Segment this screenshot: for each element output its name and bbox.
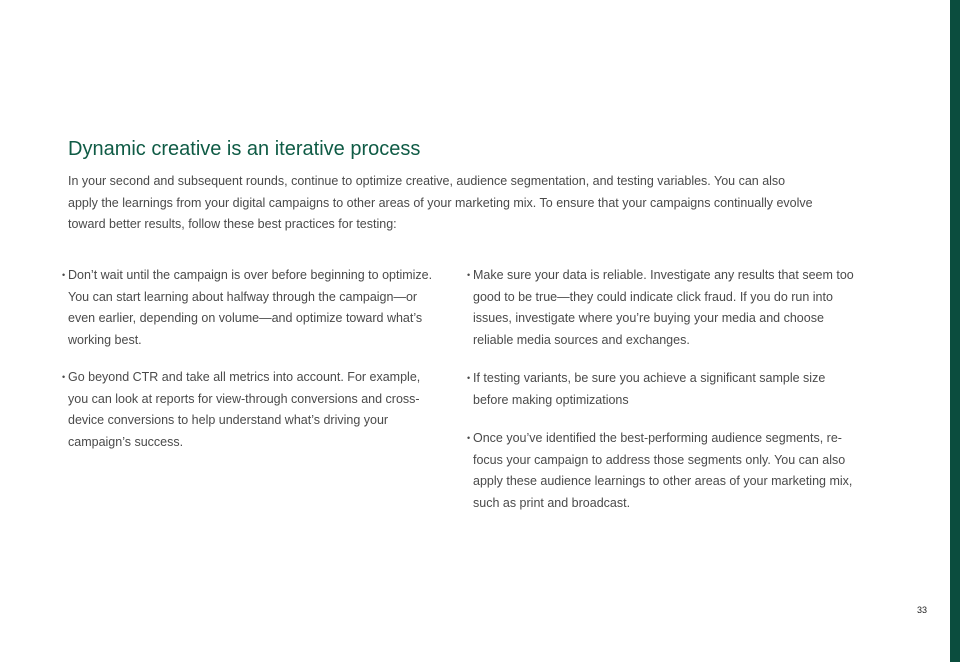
list-item	[467, 428, 861, 514]
list-item	[467, 265, 861, 351]
bullet-icon: •	[62, 270, 66, 280]
intro-paragraph: In your second and subsequent rounds, continue to optimize creative, audience segmentation, and testing variables. You can also apply the learnings from your digital campaigns to other areas of your marketing mix. To ensure that your campaigns continually evolve toward better results, follow these best practices for testing:	[68, 174, 813, 231]
bullet-icon: •	[467, 373, 471, 383]
right-bullet-list	[467, 265, 861, 531]
list-item	[62, 367, 434, 453]
bullet-icon: •	[467, 270, 471, 280]
side-accent-bar	[950, 0, 960, 662]
page-number: 33	[916, 605, 927, 615]
bullet-text: Once you’ve identified the best-performing audience segments, re-focus your campaign to address those segments only. You can also apply these audience learnings to other areas of your marketing mix, such as print and broadcast.	[473, 431, 853, 510]
bullet-text: Go beyond CTR and take all metrics into account. For example, you can look at reports for view-through conversions and cross-device conversions to help understand what’s driving your campaign’s success.	[68, 370, 421, 449]
bullet-icon: •	[62, 372, 66, 382]
bullet-text: Make sure your data is reliable. Investigate any results that seem too good to be true—they could indicate click fraud. If you do run into issues, investigate where you’re buying your media and choose reliable media sources and exchanges.	[473, 268, 854, 347]
bullet-icon: •	[467, 433, 471, 443]
list-item	[62, 265, 434, 351]
bullet-text: If testing variants, be sure you achieve a significant sample size before making optimizations	[473, 371, 826, 407]
bullet-text: Don’t wait until the campaign is over before beginning to optimize. You can start learning about halfway through the campaign—or even earlier, depending on volume—and optimize toward what’s working best.	[68, 268, 433, 347]
page-title: Dynamic creative is an iterative process	[68, 138, 421, 160]
left-bullet-list	[62, 265, 434, 469]
list-item	[467, 368, 861, 411]
